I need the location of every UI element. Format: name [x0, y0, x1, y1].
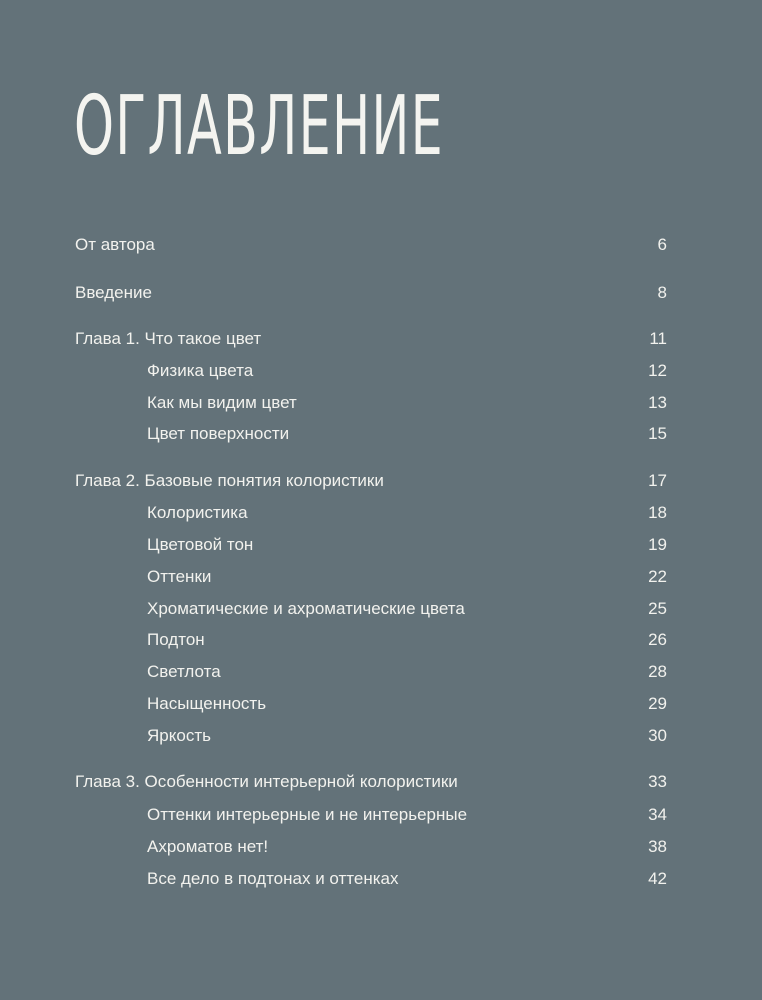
toc-entry-label: Введение	[75, 283, 152, 302]
toc-entry-page: 34	[648, 805, 667, 824]
toc-entry-section[interactable]	[0, 390, 762, 416]
toc-entry-page: 38	[648, 837, 667, 856]
toc-entry-label: Ахроматов нет!	[147, 837, 269, 856]
toc-entry-page: 33	[648, 772, 667, 791]
toc-entry-page: 19	[648, 535, 667, 554]
toc-entry-section[interactable]	[0, 691, 762, 717]
toc-entry-page: 30	[648, 726, 667, 745]
toc-entry-section[interactable]	[0, 802, 762, 828]
toc-entry-label: Глава 3. Особенности интерьерной колористики	[75, 772, 458, 791]
toc-entry-introduction[interactable]	[0, 280, 762, 306]
toc-entry-page: 18	[648, 503, 667, 522]
toc-entry-page: 42	[648, 869, 667, 888]
toc-entry-label: Как мы видим цвет	[147, 393, 297, 412]
toc-entry-label: Физика цвета	[147, 361, 254, 380]
toc-entry-section[interactable]	[0, 421, 762, 447]
toc-entry-page: 17	[648, 471, 667, 490]
toc-entry-chapter-3[interactable]	[0, 769, 762, 795]
toc-entry-page: 28	[648, 662, 667, 681]
toc-entry-label: Подтон	[147, 630, 205, 649]
toc-entry-label: Глава 1. Что такое цвет	[75, 329, 262, 348]
page-title-container	[74, 82, 694, 172]
toc-entry-chapter-2[interactable]	[0, 468, 762, 494]
toc-entry-section[interactable]	[0, 500, 762, 526]
toc-entry-section[interactable]	[0, 564, 762, 590]
toc-entry-section[interactable]	[0, 834, 762, 860]
toc-entry-label: Колористика	[147, 503, 248, 522]
toc-entry-label: От автора	[75, 235, 155, 254]
toc-entry-section[interactable]	[0, 627, 762, 653]
toc-entry-section[interactable]	[0, 659, 762, 685]
toc-entry-section[interactable]	[0, 532, 762, 558]
toc-entry-page: 12	[648, 361, 667, 380]
toc-entry-label: Хроматические и ахроматические цвета	[147, 599, 465, 618]
toc-entry-foreword[interactable]	[0, 232, 762, 258]
toc-entry-label: Глава 2. Базовые понятия колористики	[75, 471, 384, 490]
toc-entry-label: Насыщенность	[147, 694, 267, 713]
toc-entry-label: Оттенки	[147, 567, 212, 586]
toc-entry-chapter-1[interactable]	[0, 326, 762, 352]
page-title: ОГЛАВЛЕНИЕ	[74, 82, 445, 172]
toc-entry-label: Все дело в подтонах и оттенках	[147, 869, 399, 888]
toc-entry-page: 22	[648, 567, 667, 586]
toc-entry-label: Светлота	[147, 662, 221, 681]
toc-entry-page: 13	[648, 393, 667, 412]
toc-entry-page: 26	[648, 630, 667, 649]
toc-entry-page: 15	[648, 424, 667, 443]
toc-entry-page: 29	[648, 694, 667, 713]
toc-entry-section[interactable]	[0, 358, 762, 384]
toc-entry-section[interactable]	[0, 723, 762, 749]
toc-entry-label: Оттенки интерьерные и не интерьерные	[147, 805, 468, 824]
toc-entry-page: 6	[657, 235, 667, 254]
toc-entry-page: 11	[649, 329, 667, 348]
toc-entry-section[interactable]	[0, 596, 762, 622]
toc-entry-label: Цветовой тон	[147, 535, 254, 554]
toc-entry-label: Цвет поверхности	[147, 424, 290, 443]
toc-entry-page: 8	[657, 283, 667, 302]
toc-entry-label: Яркость	[147, 726, 211, 745]
toc-entry-section[interactable]	[0, 866, 762, 892]
toc-entry-page: 25	[648, 599, 667, 618]
